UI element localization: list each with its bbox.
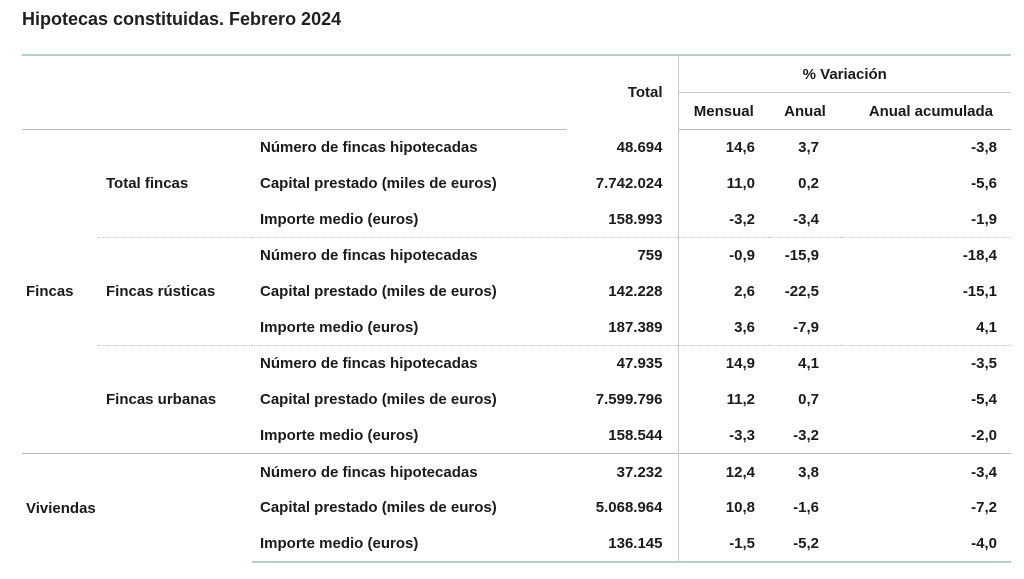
subgroup-label-fincas-rusticas: Fincas rústicas bbox=[98, 238, 252, 346]
cell-total: 759 bbox=[567, 238, 678, 274]
cell-total: 47.935 bbox=[567, 346, 678, 382]
cell-anual: 0,7 bbox=[798, 391, 819, 409]
cell-total: 158.993 bbox=[567, 201, 678, 237]
cell-mensual: -0,9 bbox=[678, 238, 769, 274]
cell-total: 7.599.796 bbox=[567, 382, 678, 418]
cell-mensual: -3,2 bbox=[729, 210, 755, 228]
cell-anual: -3,4 bbox=[793, 210, 819, 228]
cell-anual: 4,1 bbox=[769, 346, 841, 382]
cell-anual: -15,9 bbox=[769, 238, 841, 274]
header-mensual: Mensual bbox=[678, 93, 769, 130]
cell-anual: -22,5 bbox=[784, 283, 819, 301]
cell-total: 48.694 bbox=[567, 130, 678, 166]
cell-mensual: -3,3 bbox=[729, 426, 755, 444]
table-row bbox=[22, 238, 1011, 274]
cell-total: 142.228 bbox=[567, 274, 678, 310]
cell-anual: 3,7 bbox=[798, 139, 819, 157]
row-label: Importe medio (euros) bbox=[252, 526, 567, 563]
cell-acumulada: -5,6 bbox=[971, 175, 998, 193]
cell-total: 136.145 bbox=[567, 526, 678, 563]
cell-acumulada: 4,1 bbox=[976, 318, 998, 336]
cell-acumulada: -5,4 bbox=[971, 391, 998, 409]
subgroup-label-total-fincas: Total fincas bbox=[106, 175, 189, 193]
cell-total: 7.742.024 bbox=[567, 166, 678, 202]
cell-anual: -5,2 bbox=[769, 526, 841, 563]
header-row-1 bbox=[22, 55, 1011, 93]
cell-mensual: 3,6 bbox=[734, 318, 755, 336]
cell-mensual: -1,5 bbox=[678, 526, 769, 563]
row-label: Número de fincas hipotecadas bbox=[252, 454, 567, 490]
cell-anual: -3,2 bbox=[793, 426, 819, 444]
cell-mensual: 14,6 bbox=[725, 139, 755, 157]
row-label: Número de fincas hipotecadas bbox=[260, 139, 478, 157]
row-label: Importe medio (euros) bbox=[260, 210, 419, 228]
header-anual-acumulada: Anual acumulada bbox=[841, 93, 1011, 130]
header-spacer bbox=[22, 55, 567, 93]
cell-anual: -1,6 bbox=[793, 499, 819, 517]
cell-total: 5.068.964 bbox=[567, 490, 678, 526]
cell-acumulada: -1,9 bbox=[971, 210, 998, 228]
cell-anual: 3,8 bbox=[769, 454, 841, 490]
cell-mensual: 12,4 bbox=[678, 454, 769, 490]
cell-total: 158.544 bbox=[567, 418, 678, 454]
subgroup-label-fincas-urbanas: Fincas urbanas bbox=[98, 346, 252, 454]
row-label: Capital prestado (miles de euros) bbox=[260, 499, 497, 517]
cell-anual: 0,2 bbox=[798, 175, 819, 193]
cell-acumulada: -4,0 bbox=[841, 526, 1011, 563]
cell-acumulada: -18,4 bbox=[841, 238, 1011, 274]
cell-acumulada: -3,4 bbox=[841, 454, 1011, 490]
cell-acumulada: -7,2 bbox=[971, 499, 998, 517]
row-label: Capital prestado (miles de euros) bbox=[260, 391, 497, 409]
row-label: Número de fincas hipotecadas bbox=[252, 238, 567, 274]
header-total: Total bbox=[567, 55, 678, 130]
cell-mensual: 11,0 bbox=[726, 175, 755, 193]
row-label: Capital prestado (miles de euros) bbox=[260, 175, 497, 193]
header-anual: Anual bbox=[769, 93, 841, 130]
table-row bbox=[22, 346, 1011, 382]
cell-acumulada: -3,8 bbox=[971, 139, 998, 157]
cell-acumulada: -3,5 bbox=[841, 346, 1011, 382]
cell-acumulada: -15,1 bbox=[962, 283, 998, 301]
row-label: Importe medio (euros) bbox=[260, 318, 419, 336]
cell-anual: -7,9 bbox=[793, 318, 819, 336]
table-row bbox=[22, 130, 1011, 166]
group-label-viviendas: Viviendas bbox=[22, 454, 252, 563]
cell-mensual: 11,2 bbox=[726, 391, 755, 409]
cell-mensual: 14,9 bbox=[678, 346, 769, 382]
header-row-2 bbox=[22, 93, 1011, 130]
cell-mensual: 10,8 bbox=[725, 499, 755, 517]
mortgage-table bbox=[22, 54, 1011, 563]
cell-mensual: 2,6 bbox=[734, 283, 755, 301]
row-label: Capital prestado (miles de euros) bbox=[260, 283, 497, 301]
row-label: Número de fincas hipotecadas bbox=[252, 346, 567, 382]
page-title: Hipotecas constituidas. Febrero 2024 bbox=[22, 9, 342, 29]
header-spacer-2 bbox=[22, 93, 567, 130]
cell-total: 37.232 bbox=[567, 454, 678, 490]
cell-acumulada: -2,0 bbox=[971, 426, 998, 444]
group-label-fincas: Fincas bbox=[26, 283, 74, 301]
row-label: Importe medio (euros) bbox=[260, 426, 419, 444]
cell-total: 187.389 bbox=[567, 309, 678, 345]
header-variacion: % Variación bbox=[678, 55, 1011, 93]
table-row bbox=[22, 454, 1011, 490]
